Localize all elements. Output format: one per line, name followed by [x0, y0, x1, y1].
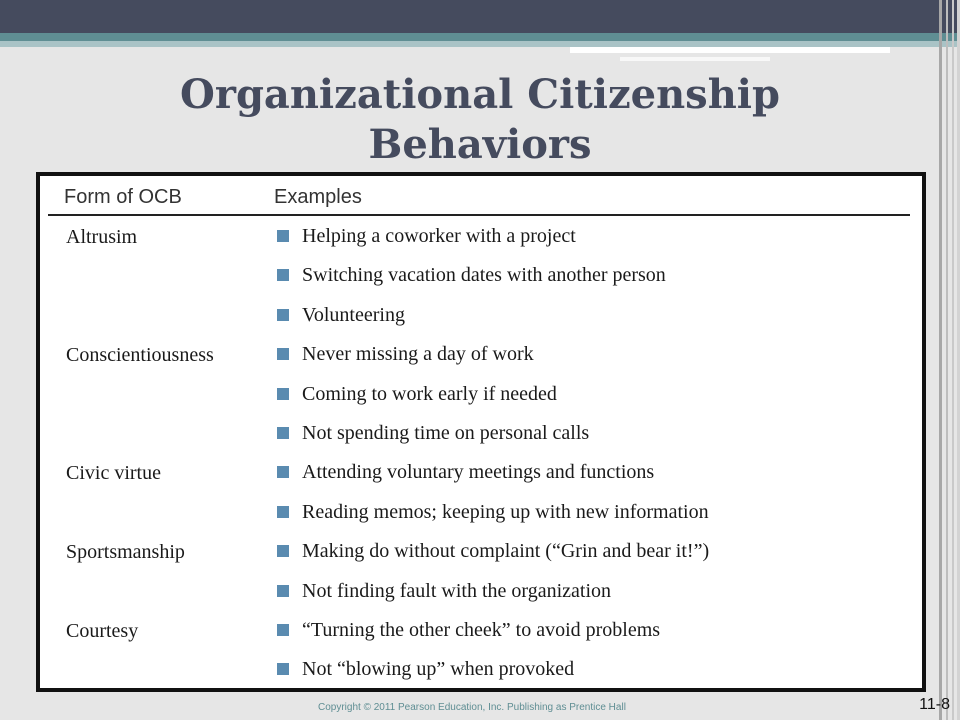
- header-form: Form of OCB: [64, 186, 182, 208]
- form-cell: Courtesy: [66, 619, 139, 642]
- example-cell: Not finding fault with the organization: [302, 579, 612, 602]
- example-cell: Attending voluntary meetings and functions: [302, 461, 655, 484]
- square-bullet-icon: [277, 545, 289, 557]
- square-bullet-icon: [277, 230, 289, 242]
- header-accent-line: [570, 47, 890, 53]
- example-cell: Making do without complaint (“Grin and bear it!”): [302, 540, 710, 563]
- form-cell: Civic virtue: [66, 462, 161, 485]
- table-body: [48, 220, 910, 692]
- right-decorative-rails: [930, 0, 960, 720]
- table-row: [48, 417, 910, 456]
- table-row: [48, 456, 910, 495]
- square-bullet-icon: [277, 427, 289, 439]
- square-bullet-icon: [277, 585, 289, 597]
- rail: [952, 0, 954, 720]
- square-bullet-icon: [277, 388, 289, 400]
- table-row: [48, 259, 910, 298]
- table-row: [48, 299, 910, 338]
- example-cell: Not spending time on personal calls: [302, 421, 590, 444]
- page-number: 11-8: [919, 696, 950, 713]
- table-row: [48, 378, 910, 417]
- form-cell: Sportsmanship: [66, 541, 185, 564]
- header-band-dark: [0, 0, 960, 33]
- slide-title: [60, 70, 900, 170]
- copyright-notice: Copyright © 2011 Pearson Education, Inc. Publishing as Prentice Hall: [318, 702, 626, 713]
- table-row: [48, 614, 910, 653]
- square-bullet-icon: [277, 348, 289, 360]
- header-examples: Examples: [274, 186, 362, 208]
- table-row: [48, 535, 910, 574]
- example-cell: Coming to work early if needed: [302, 382, 557, 405]
- table-row: [48, 653, 910, 692]
- table-row: [48, 575, 910, 614]
- rail: [939, 0, 942, 720]
- header-band-teal: [0, 33, 960, 41]
- header-accent-line-short: [620, 57, 770, 61]
- example-cell: Reading memos; keeping up with new information: [302, 500, 709, 523]
- table-header: [48, 180, 910, 216]
- table-row: [48, 496, 910, 535]
- example-cell: Switching vacation dates with another person: [302, 264, 666, 287]
- example-cell: “Turning the other cheek” to avoid problems: [302, 618, 661, 641]
- square-bullet-icon: [277, 466, 289, 478]
- form-cell: Altrusim: [66, 226, 138, 248]
- slide-title-line-1: Organizational Citizenship: [180, 71, 780, 118]
- form-cell: Conscientiousness: [66, 344, 214, 367]
- example-cell: Volunteering: [302, 303, 405, 326]
- ocb-table: [36, 172, 926, 692]
- table-row: [48, 220, 910, 259]
- slide-title-line-2: Behaviors: [368, 121, 592, 168]
- example-cell: Never missing a day of work: [302, 343, 534, 366]
- example-cell: Not “blowing up” when provoked: [302, 658, 575, 681]
- rail: [946, 0, 948, 720]
- table-row: [48, 338, 910, 377]
- square-bullet-icon: [277, 663, 289, 675]
- square-bullet-icon: [277, 506, 289, 518]
- square-bullet-icon: [277, 624, 289, 636]
- square-bullet-icon: [277, 309, 289, 321]
- square-bullet-icon: [277, 269, 289, 281]
- example-cell: Helping a coworker with a project: [302, 225, 576, 247]
